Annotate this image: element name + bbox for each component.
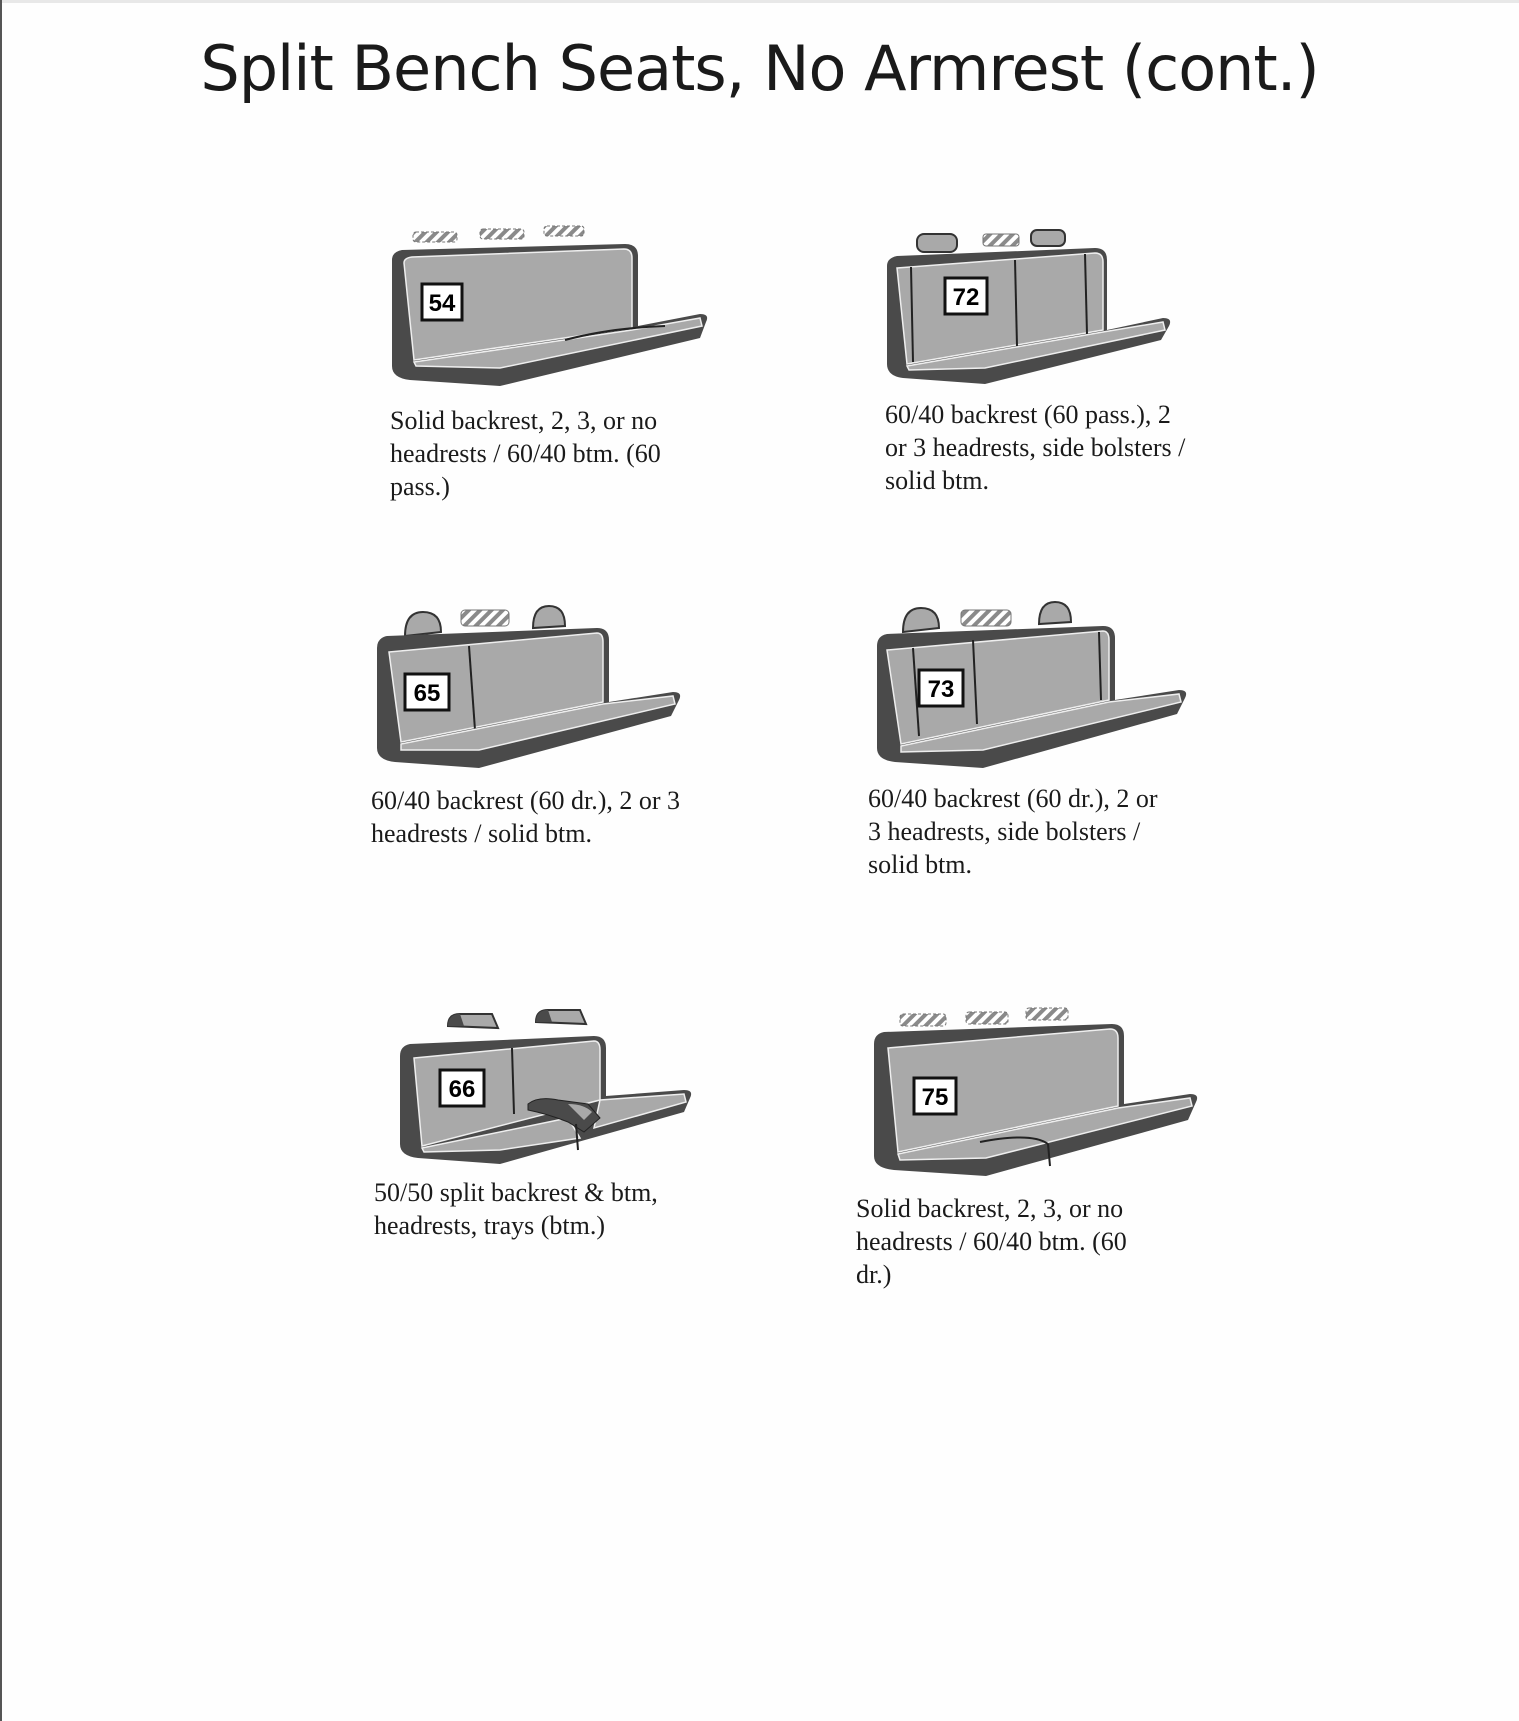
seat-caption-54 — [390, 404, 710, 503]
seat-caption-65 — [371, 784, 711, 850]
caption-line: headrests, trays (btm.) — [374, 1211, 606, 1240]
headrests-hatched — [413, 226, 584, 242]
caption-line: 3 headrests, side bolsters / — [868, 817, 1141, 846]
caption-line: pass.) — [390, 472, 450, 501]
seat-caption-75 — [856, 1192, 1176, 1291]
seat-caption-72 — [885, 398, 1205, 497]
headrests — [917, 230, 1065, 252]
seat-item-66 — [374, 1000, 714, 1242]
seat-diagram-72 — [875, 222, 1195, 392]
seat-code-75: 75 — [921, 1084, 949, 1111]
seat-diagram-66 — [388, 1000, 698, 1170]
caption-line: headrests / 60/40 btm. (60 — [390, 439, 661, 468]
caption-line: solid btm. — [868, 850, 973, 879]
headrests — [903, 602, 1071, 632]
caption-line: 60/40 backrest (60 pass.), 2 — [885, 400, 1171, 429]
headrests — [448, 1010, 586, 1028]
seat-diagram-65 — [365, 598, 695, 778]
scan-top-edge — [0, 0, 1519, 3]
seat-caption-66 — [374, 1176, 714, 1242]
seat-caption-73 — [868, 782, 1188, 881]
caption-line: 60/40 backrest (60 dr.), 2 or 3 — [371, 786, 681, 815]
seat-item-54 — [380, 218, 710, 503]
caption-line: dr.) — [856, 1260, 892, 1289]
seat-item-73 — [865, 596, 1195, 881]
seat-item-72 — [875, 222, 1205, 497]
scan-left-edge — [0, 0, 2, 1721]
caption-line: 50/50 split backrest & btm, — [374, 1178, 658, 1207]
caption-line: headrests / solid btm. — [371, 819, 592, 848]
seat-diagram-54 — [380, 218, 710, 398]
page-title: Split Bench Seats, No Armrest (cont.) — [200, 32, 1319, 105]
seat-code-72: 72 — [952, 284, 980, 311]
seat-item-75 — [856, 996, 1202, 1291]
seat-diagram-73 — [865, 596, 1195, 776]
seat-item-65 — [365, 598, 711, 850]
caption-line: or 3 headrests, side bolsters / — [885, 433, 1186, 462]
caption-line: headrests / 60/40 btm. (60 — [856, 1227, 1127, 1256]
caption-line: solid btm. — [885, 466, 990, 495]
caption-line: Solid backrest, 2, 3, or no — [856, 1194, 1124, 1223]
headrests-hatched — [900, 1008, 1068, 1026]
caption-line: 60/40 backrest (60 dr.), 2 or — [868, 784, 1158, 813]
seat-code-66: 66 — [448, 1076, 476, 1103]
caption-line: Solid backrest, 2, 3, or no — [390, 406, 658, 435]
seat-code-65: 65 — [413, 680, 441, 707]
seat-diagram-75 — [862, 996, 1202, 1186]
seat-code-54: 54 — [428, 290, 456, 317]
seat-code-73: 73 — [927, 676, 955, 703]
